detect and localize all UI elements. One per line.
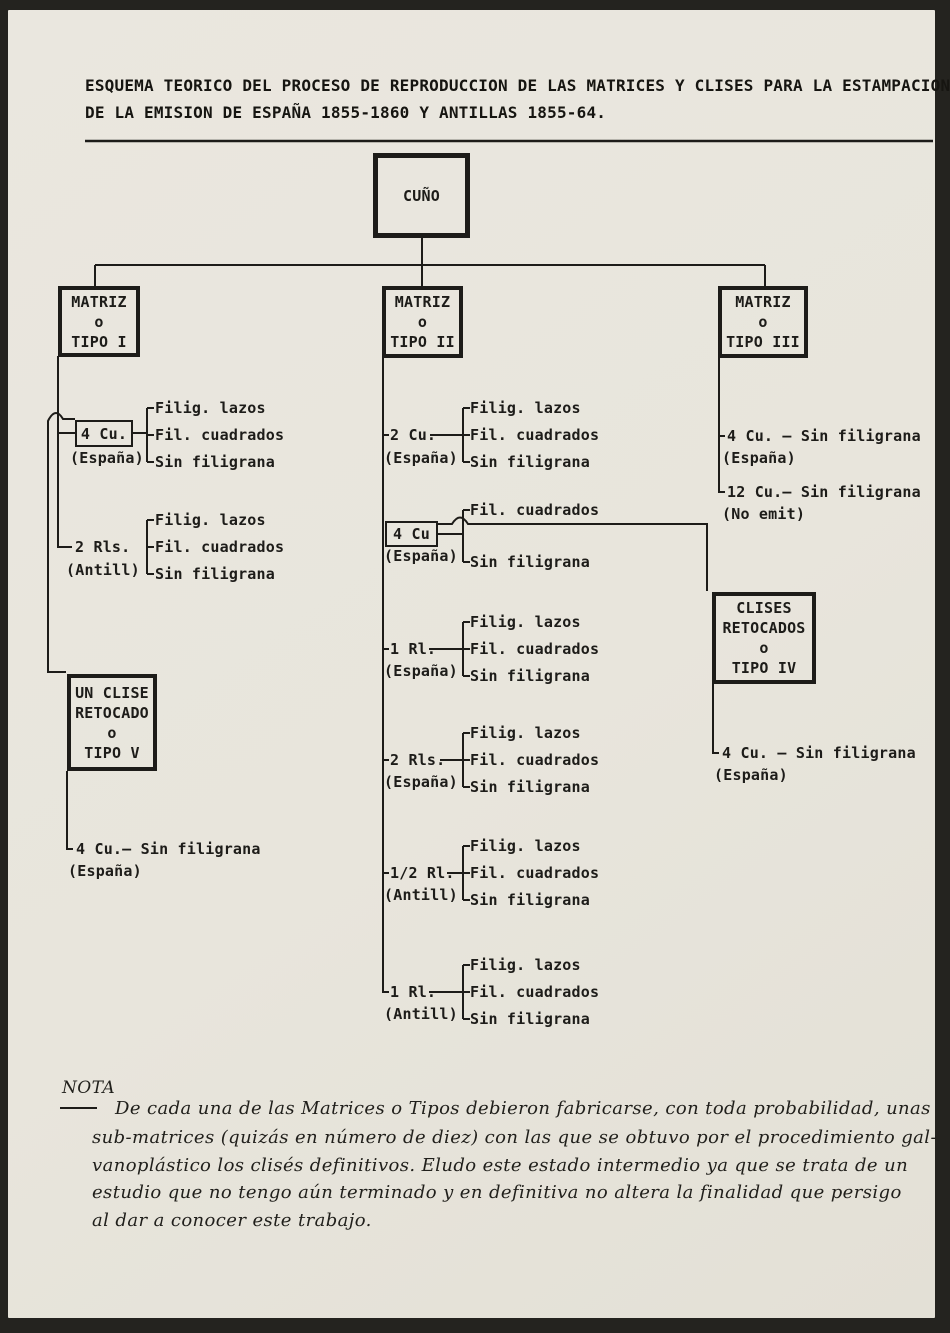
node-line: RETOCADO — [75, 703, 149, 722]
node-cuno — [373, 153, 470, 238]
origin-label: (Antill) — [384, 1005, 458, 1023]
node-clise-retocado-tipo-v — [67, 674, 157, 771]
page-title-line1: ESQUEMA TEORICO DEL PROCESO DE REPRODUCCION DE LAS MATRICES Y CLISES PARA LA ESTAMPACION — [85, 76, 950, 95]
value-label: 12 Cu.— Sin filigrana — [727, 483, 921, 501]
origin-label: (España) — [714, 766, 788, 784]
value-label: 4 Cu — [393, 525, 430, 543]
value-label: 1 Rl. — [390, 640, 437, 658]
node-line: TIPO III — [726, 333, 800, 351]
node-line: o — [758, 313, 768, 331]
filigree-label: Filig. lazos — [470, 956, 581, 974]
value-label: 2 Rls. — [75, 538, 131, 556]
filigree-label: Sin filigrana — [155, 453, 275, 471]
note-line: estudio que no tengo aún terminado y en definitiva no altera la finalidad que persigo — [92, 1182, 902, 1203]
origin-label: (España) — [70, 449, 144, 467]
filigree-label: Filig. lazos — [470, 399, 581, 417]
node-line: TIPO II — [390, 333, 455, 351]
filigree-label: Sin filigrana — [155, 565, 275, 583]
result-label: 4 Cu. — Sin filigrana — [722, 744, 916, 762]
value-label: 2 Cu. — [390, 426, 437, 444]
note-line: De cada una de las Matrices o Tipos debieron fabricarse, con toda probabilidad, unas — [115, 1098, 931, 1119]
node-line: MATRIZ — [735, 293, 791, 311]
node-line: TIPO IV — [731, 659, 797, 677]
node-line: CLISES — [736, 599, 792, 617]
filigree-label: Sin filigrana — [470, 553, 590, 571]
origin-label: (España) — [384, 547, 458, 565]
value-box-4cu-tipo-i — [75, 420, 133, 447]
filigree-label: Sin filigrana — [470, 778, 590, 796]
node-line: TIPO I — [71, 332, 127, 351]
node-clises-retocados-tipo-iv — [712, 592, 816, 684]
node-matriz-tipo-iii — [718, 286, 808, 358]
value-label: 1 Rl. — [390, 983, 437, 1001]
value-box-4cu-tipo-ii — [385, 521, 438, 547]
node-line: MATRIZ — [394, 293, 451, 311]
node-line: o — [107, 723, 117, 742]
node-line: RETOCADOS — [722, 619, 806, 637]
filigree-label: Fil. cuadrados — [470, 501, 600, 519]
filigree-label: Sin filigrana — [470, 1010, 590, 1028]
origin-label: (España) — [384, 662, 458, 680]
node-line: TIPO V — [84, 743, 140, 762]
filigree-label: Fil. cuadrados — [155, 538, 285, 556]
node-line: o — [94, 312, 104, 331]
filigree-label: Sin filigrana — [470, 891, 590, 909]
note-line: vanoplástico los clisés definitivos. Eludo este estado intermedio ya que se trata de un — [92, 1155, 909, 1176]
filigree-label: Fil. cuadrados — [470, 640, 600, 658]
note-line: al dar a conocer este trabajo. — [92, 1210, 372, 1231]
filigree-label: Filig. lazos — [155, 399, 266, 417]
node-matriz-tipo-i — [58, 286, 140, 357]
origin-label: (España) — [68, 862, 142, 880]
filigree-label: Fil. cuadrados — [470, 426, 600, 444]
filigree-label: Filig. lazos — [470, 613, 581, 631]
node-matriz-tipo-ii — [382, 286, 463, 358]
filigree-label: Sin filigrana — [470, 453, 590, 471]
node-line: o — [417, 313, 428, 331]
origin-label: (España) — [384, 449, 458, 467]
filigree-label: Sin filigrana — [470, 667, 590, 685]
result-label: 4 Cu.— Sin filigrana — [76, 840, 261, 858]
filigree-label: Filig. lazos — [470, 837, 581, 855]
origin-label: (España) — [384, 773, 458, 791]
value-label: 1/2 Rl. — [390, 864, 455, 882]
node-cuno-label: CUÑO — [403, 186, 440, 205]
value-label: 2 Rls. — [390, 751, 446, 769]
filigree-label: Filig. lazos — [470, 724, 581, 742]
node-line: o — [759, 639, 769, 657]
page-title-line2: DE LA EMISION DE ESPAÑA 1855-1860 Y ANTILLAS 1855-64. — [85, 103, 607, 122]
origin-label: (No emit) — [722, 505, 806, 523]
filigree-label: Fil. cuadrados — [470, 751, 600, 769]
value-label: 4 Cu. — [80, 424, 128, 443]
origin-label: (España) — [722, 449, 796, 467]
node-line: MATRIZ — [71, 292, 127, 311]
node-line: UN CLISE — [75, 683, 149, 702]
origin-label: (Antill) — [384, 886, 458, 904]
note-heading: NOTA — [62, 1078, 116, 1098]
filigree-label: Fil. cuadrados — [470, 864, 600, 882]
origin-label: (Antill) — [66, 561, 140, 579]
value-label: 4 Cu. — Sin filigrana — [727, 427, 921, 445]
note-line: sub-matrices (quizás en número de diez) con las que se obtuvo por el procedimiento gal- — [92, 1127, 937, 1148]
filigree-label: Filig. lazos — [155, 511, 266, 529]
filigree-label: Fil. cuadrados — [470, 983, 600, 1001]
filigree-label: Fil. cuadrados — [155, 426, 285, 444]
